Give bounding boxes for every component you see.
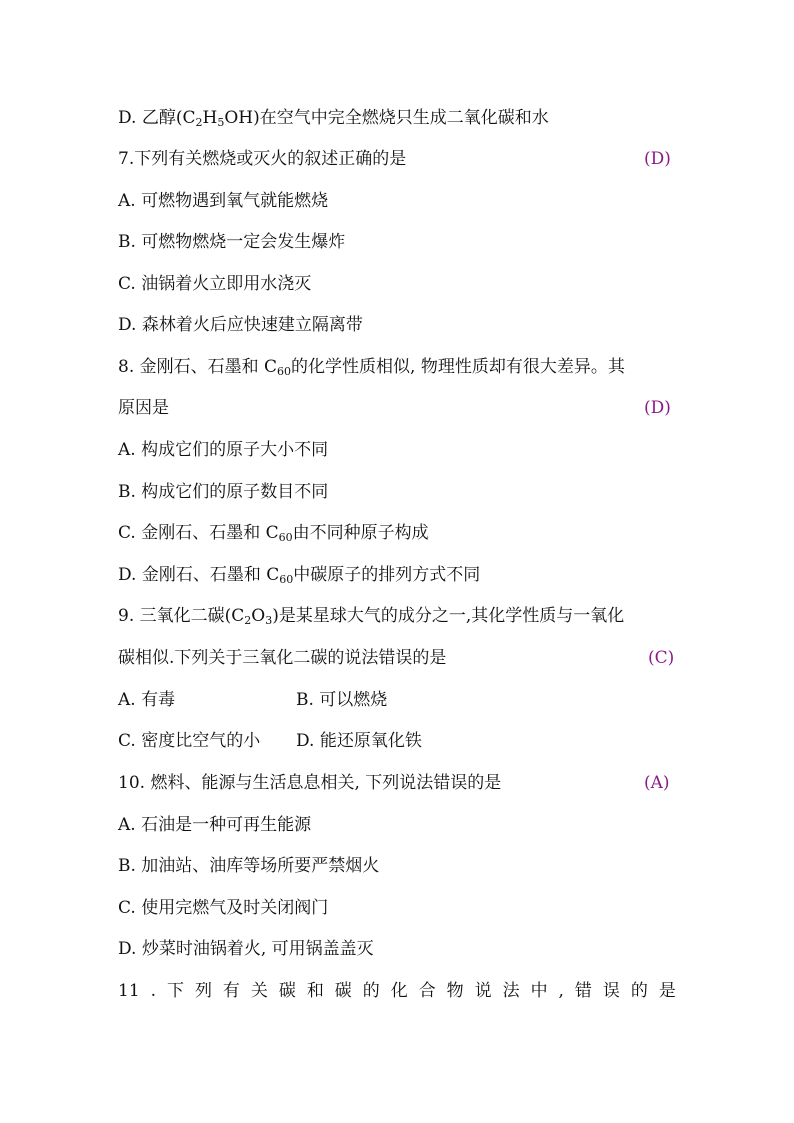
question-9-options-cd: C. 密度比空气的小 D. 能还原氧化铁 (118, 731, 422, 751)
question-8-option-d: D. 金刚石、石墨和 $C_{60}$中碳原子的排列方式不同 (118, 565, 481, 586)
option-d-ethanol: D. 乙醇$(C_2H_5OH)$在空气中完全燃烧只生成二氧化碳和水 (118, 108, 549, 129)
question-9-stem-cont: 碳相似.下列关于三氧化二碳的说法错误的是 (118, 648, 447, 668)
question-7-option-c: C. 油锅着火立即用水浇灭 (118, 274, 312, 294)
question-7-option-d: D. 森林着火后应快速建立隔离带 (118, 315, 363, 335)
question-7-option-a: A. 可燃物遇到氧气就能燃烧 (118, 191, 329, 211)
question-9-answer: (C) (648, 648, 675, 668)
question-7-answer: (D) (644, 149, 671, 169)
question-10-option-c: C. 使用完燃气及时关闭阀门 (118, 898, 329, 918)
question-11-stem: 11 . 下 列 有 关 碳 和 碳 的 化 合 物 说 法 中 , 错 误 的 是 (118, 981, 676, 1001)
question-8-option-a: A. 构成它们的原子大小不同 (118, 440, 329, 460)
question-8-stem-cont: 原因是 (118, 398, 169, 418)
question-8-answer: (D) (644, 398, 671, 418)
question-7-option-b: B. 可燃物燃烧一定会发生爆炸 (118, 232, 346, 252)
question-9-options-ab: A. 有毒 B. 可以燃烧 (118, 690, 388, 710)
question-10-option-b: B. 加油站、油库等场所要严禁烟火 (118, 856, 380, 876)
question-7-stem: 7.下列有关燃烧或灭火的叙述正确的是 (118, 149, 407, 169)
question-8-stem: 8. 金刚石、石墨和 $C_{60}$的化学性质相似, 物理性质却有很大差异。其 (118, 357, 625, 378)
question-9-stem: 9. 三氧化二碳$(C_2O_3)$是某星球大气的成分之一,其化学性质与一氧化 (118, 606, 625, 627)
question-8-option-c: C. 金刚石、石墨和 $C_{60}$由不同种原子构成 (118, 523, 429, 544)
question-10-option-d: D. 炒菜时油锅着火, 可用锅盖盖灭 (118, 939, 374, 959)
question-10-answer: (A) (644, 773, 670, 793)
question-10-option-a: A. 石油是一种可再生能源 (118, 815, 312, 835)
question-8-option-b: B. 构成它们的原子数目不同 (118, 482, 329, 502)
question-10-stem: 10. 燃料、能源与生活息息相关, 下列说法错误的是 (118, 773, 502, 793)
